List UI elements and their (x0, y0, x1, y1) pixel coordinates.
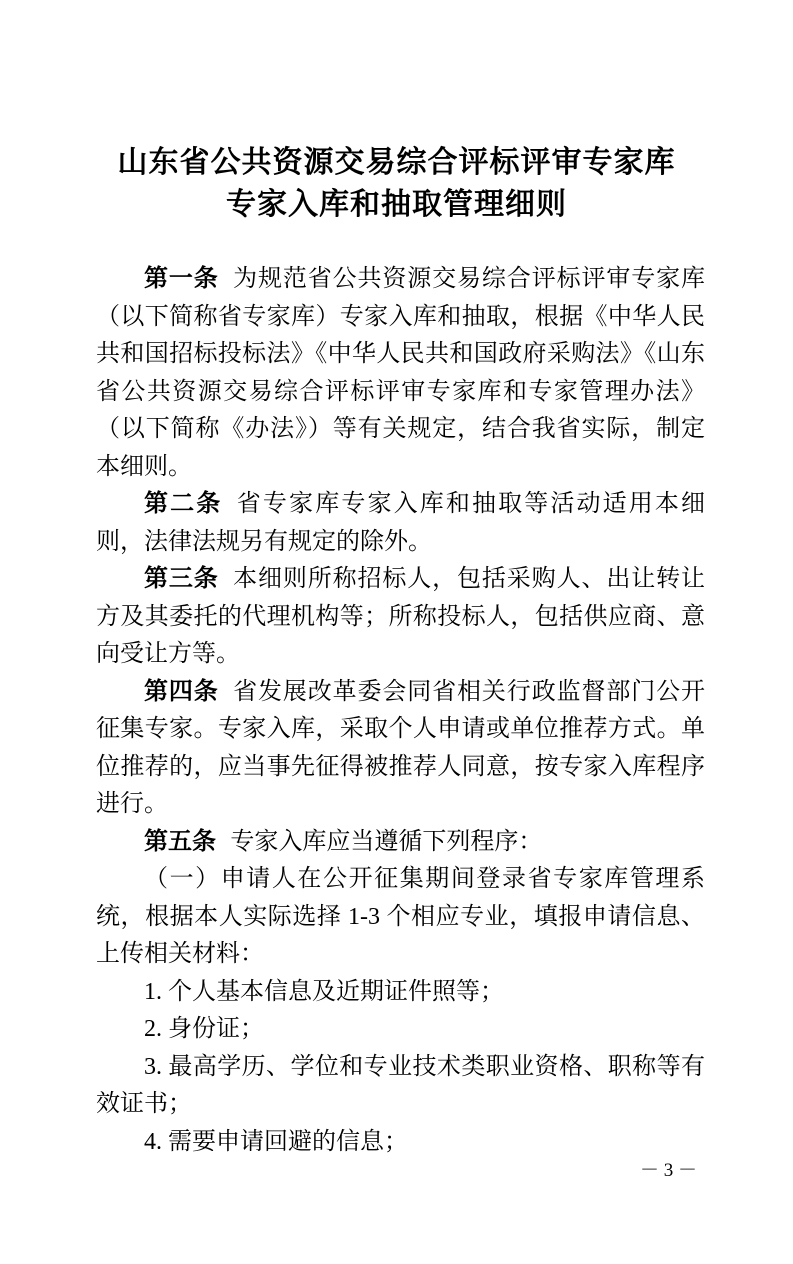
document-title-line-2: 专家入库和抽取管理细则 (226, 188, 567, 221)
document-body (96, 261, 705, 1161)
article-1-text: 为规范省公共资源交易综合评标评审专家库（以下简称省专家库）专家入库和抽取，根据《中华人民共和国招标投标法》《中华人民共和国政府采购法》《山东省公共资源交易综合评标评审专家库和专家管理办法》（以下简称《办法》）等有关规定，结合我省实际，制定本细则。 (96, 266, 706, 480)
document-title-line-1: 山东省公共资源交易综合评标评审专家库 (117, 146, 676, 179)
list-item-4-text: 4. 需要申请回避的信息； (144, 1128, 408, 1155)
article-4-label: 第四条 (144, 678, 219, 705)
list-item-2 (96, 1011, 705, 1049)
list-item-3-text: 3. 最高学历、学位和专业技术类职业资格、职称等有效证书； (96, 1053, 705, 1117)
clause-1-text: （一）申请人在公开征集期间登录省专家库管理系统，根据本人实际选择 1-3 个相应专业，填报申请信息、上传相关材料： (96, 866, 705, 967)
article-3-label: 第三条 (144, 566, 219, 592)
article-2-text: 省专家库专家入库和抽取等活动适用本细则，法律法规另有规定的除外。 (96, 491, 706, 555)
list-item-2-text: 2. 身份证； (144, 1016, 264, 1042)
paragraph-article-2 (96, 486, 705, 561)
article-2-label: 第二条 (144, 491, 223, 517)
document-page (0, 142, 793, 1264)
list-item-4 (96, 1124, 705, 1162)
list-item-1 (96, 974, 705, 1012)
paragraph-article-1 (96, 261, 705, 486)
paragraph-article-4 (96, 674, 705, 824)
paragraph-article-3 (96, 561, 705, 674)
paragraph-clause-1 (96, 861, 705, 974)
article-3-text: 本细则所称招标人，包括采购人、出让转让方及其委托的代理机构等；所称投标人，包括供应商、意向受让方等。 (96, 566, 706, 667)
list-item-1-text: 1. 个人基本信息及近期证件照等； (144, 978, 504, 1005)
document-title (0, 142, 793, 226)
article-5-label: 第五条 (144, 828, 216, 855)
page-number: － 3 － (639, 1160, 697, 1181)
article-1-label: 第一条 (144, 266, 219, 292)
article-4-text: 省发展改革委会同省相关行政监督部门公开征集专家。专家入库，采取个人申请或单位推荐方式。单位推荐的，应当事先征得被推荐人同意，按专家入库程序进行。 (96, 678, 706, 817)
list-item-3 (96, 1049, 705, 1124)
article-5-text: 专家入库应当遵循下列程序： (230, 828, 543, 855)
paragraph-article-5 (96, 824, 705, 862)
